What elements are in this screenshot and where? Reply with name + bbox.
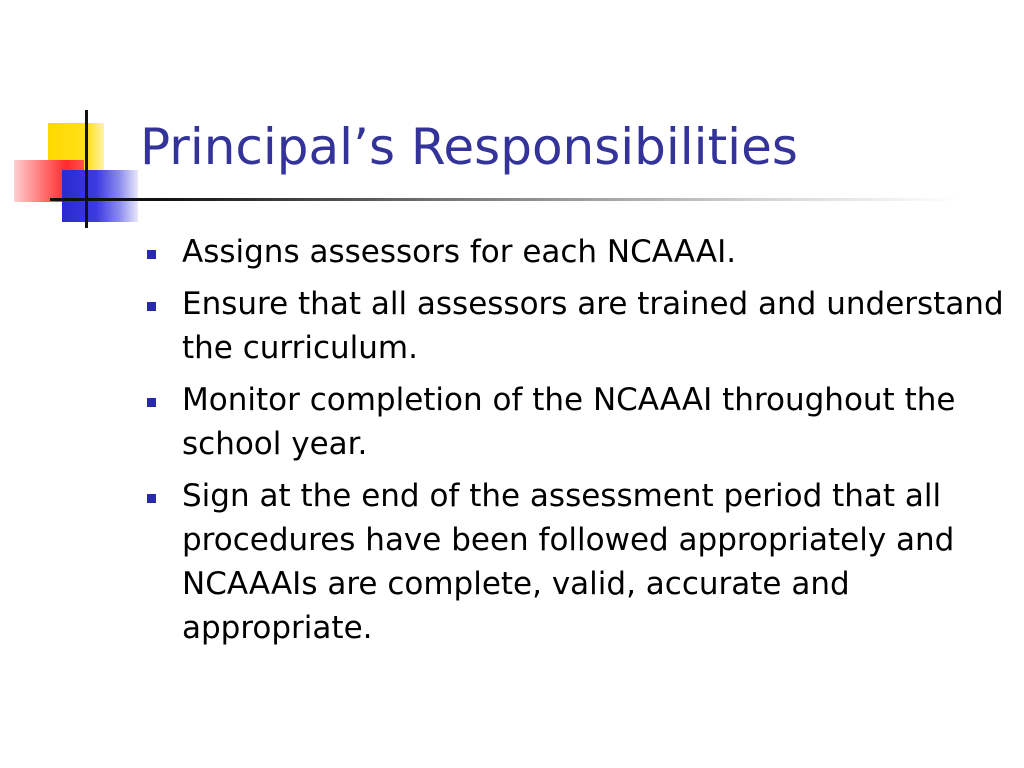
blue-square-decoration: [62, 170, 138, 222]
bullet-item: [140, 230, 1010, 274]
square-bullet-icon: [147, 494, 156, 503]
slide-title: Principal’s Responsibilities: [140, 118, 798, 176]
bullet-text: Ensure that all assessors are trained and understand the curriculum.: [182, 286, 1004, 366]
square-bullet-icon: [147, 398, 156, 407]
bullet-list: [140, 230, 1010, 658]
bullet-item: [140, 378, 1010, 466]
bullet-text: Monitor completion of the NCAAAI throughout the school year.: [182, 382, 956, 462]
vertical-divider-line: [85, 110, 88, 228]
square-bullet-icon: [147, 302, 156, 311]
square-bullet-icon: [147, 250, 156, 259]
bullet-item: [140, 474, 1010, 650]
bullet-item: [140, 282, 1010, 370]
bullet-text: Sign at the end of the assessment period that all procedures have been followed appropriately and NCAAAIs are complete, valid, accurate and appropriate.: [182, 478, 955, 646]
title-underline: [50, 198, 960, 201]
bullet-text: Assigns assessors for each NCAAAI.: [182, 234, 737, 270]
